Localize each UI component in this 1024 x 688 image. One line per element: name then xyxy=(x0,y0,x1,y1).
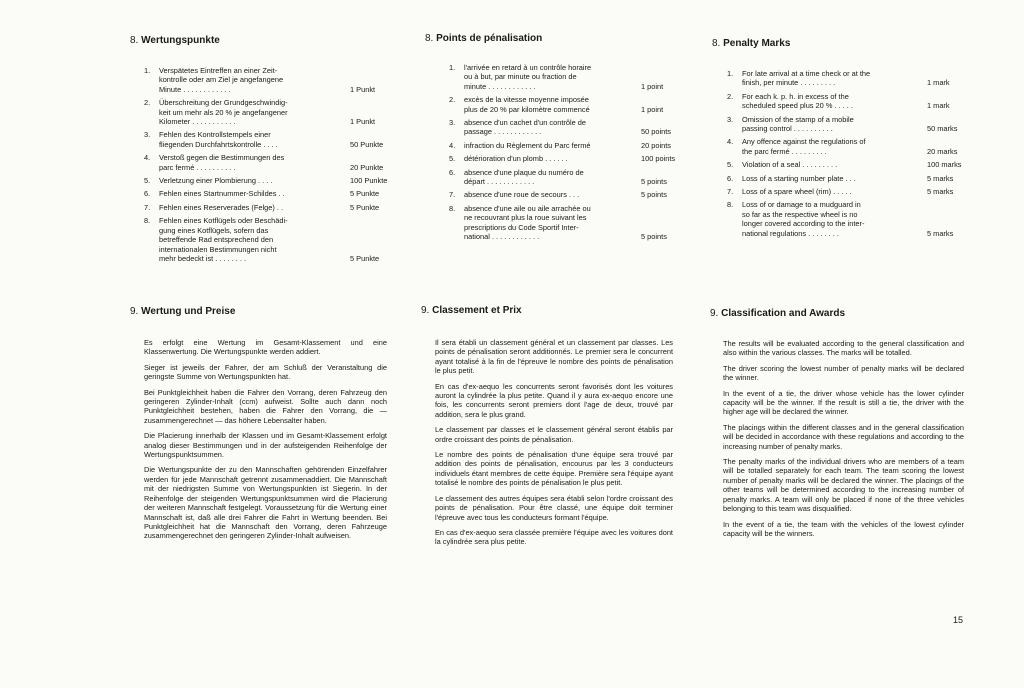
paragraph: The results will be evaluated according to the general classification and also within the various classes. The marks will be totalled. xyxy=(723,339,964,358)
section-heading xyxy=(712,38,972,50)
penalty-item-points: 5 marks xyxy=(927,173,954,183)
penalty-item-number: 8. xyxy=(727,200,734,210)
section-heading xyxy=(130,306,392,318)
section-body xyxy=(723,339,964,538)
section-number: 8. xyxy=(130,35,139,46)
page-number: 15 xyxy=(953,615,964,625)
penalty-item-number: 2. xyxy=(144,98,151,108)
section-heading xyxy=(130,35,395,47)
penalty-item-number: 4. xyxy=(144,153,151,163)
penalty-item-points: 5 Punkte xyxy=(350,189,380,199)
penalty-item xyxy=(449,63,679,91)
penalty-item-text: infraction du Règlement du Parc fermé xyxy=(464,140,591,150)
penalty-item-text: Fehlen des Kontrollstempels einer fliegenden Durchfahrtskontrolle . . . . xyxy=(159,130,278,149)
penalty-item-points: 5 points xyxy=(641,190,667,200)
penalty-item-text: absence d'une roue de secours . . . xyxy=(464,190,580,200)
paragraph: Es erfolgt eine Wertung im Gesamt-Klassement und eine Klassenwertung. Die Wertungspunkte werden addiert. xyxy=(144,338,387,357)
penalty-item-text: Verspätetes Eintreffen an einer Zeit- kontrolle oder am Ziel je angefangene Minute . . . . . . . . . . . . xyxy=(159,66,284,94)
section-penalty-german xyxy=(130,35,395,267)
penalty-item-number: 7. xyxy=(727,187,734,197)
section-heading xyxy=(421,305,679,317)
section-title: Wertung und Preise xyxy=(141,306,236,317)
paragraph: The penalty marks of the individual drivers who are members of a team will be totalled separately for each team. The team scoring the lowest number of penalty marks will be declared the winner. The placings of the other teams will be determined according to the increasing number of penalty marks. A team will only be placed if none of the three vehicles belonging to this team was disqualified. xyxy=(723,457,964,514)
penalty-item-number: 5. xyxy=(727,160,734,170)
penalty-item-points: 5 points xyxy=(641,232,667,242)
penalty-item-number: 4. xyxy=(449,140,456,150)
paragraph: En cas d'ex-aequo sera classée première l'équipe avec les voitures dont la cylindrée sera plus petite. xyxy=(435,527,673,547)
penalty-item xyxy=(144,189,394,198)
penalty-item-points: 100 marks xyxy=(927,160,962,170)
penalty-item-number: 8. xyxy=(449,203,456,213)
penalty-item-number: 6. xyxy=(727,173,734,183)
penalty-item-points: 100 points xyxy=(641,154,676,164)
paragraph: The driver scoring the lowest number of penalty marks will be declared the winner. xyxy=(723,363,964,383)
penalty-item-number: 2. xyxy=(449,95,456,105)
penalty-item-number: 3. xyxy=(727,114,734,124)
penalty-item-points: 20 marks xyxy=(927,146,958,156)
penalty-item-number: 1. xyxy=(449,63,456,72)
section-penalty-french xyxy=(425,33,680,246)
penalty-item-text: excès de la vitesse moyenne imposée plus de 20 % par kilomètre commencé xyxy=(464,95,590,114)
penalty-item xyxy=(144,216,394,263)
penalty-item xyxy=(449,118,679,137)
penalty-item-number: 5. xyxy=(144,176,151,186)
paragraph: Die Wertungspunkte der zu den Mannschaften gehörenden Einzelfahrer werden für jede Mannschaft getrennt zusammenaddiert. Die Mannschaft mit der niedrigsten Summe von Wertungspunkten ist Siegerin. In der Reihenfolge der steigenden Wertungspunktsummen wird die Placierung der weiteren Mannschaft festgelegt. Voraussetzung für die Wertung einer Mannschaft ist, daß alle drei Fahrer die Fahrt in Wertung beenden. Bei Punktgleichheit hat die Mannschaft den Vorrang, deren Fahrzeuge zusammengerechnet den geringeren Zylinder-Inhalt aufweisen. xyxy=(144,465,387,541)
penalty-item-text: For late arrival at a time check or at the finish, per minute . . . . . . . . . xyxy=(742,69,871,88)
penalty-item-number: 3. xyxy=(144,130,151,140)
penalty-item-points: 5 points xyxy=(641,177,667,187)
penalty-item xyxy=(144,66,394,94)
penalty-item-number: 1. xyxy=(727,69,734,78)
penalty-item-points: 5 Punkte xyxy=(350,202,380,212)
penalty-item-text: Überschreitung der Grundgeschwindig- keit um mehr als 20 % je angefangener Kilometer . . . . . . . . . . . xyxy=(159,98,288,127)
penalty-item-text: Violation of a seal . . . . . . . . . xyxy=(742,160,838,170)
penalty-item xyxy=(449,141,679,150)
section-heading xyxy=(710,308,970,320)
penalty-item-points: 5 marks xyxy=(927,228,954,238)
penalty-item-points: 5 marks xyxy=(927,187,954,197)
penalty-item-points: 50 Punkte xyxy=(350,139,384,149)
penalty-item xyxy=(449,95,679,114)
section-title: Wertungspunkte xyxy=(141,35,220,46)
section-title: Classement et Prix xyxy=(432,305,522,316)
paragraph: Le classement des autres équipes sera établi selon l'ordre croissant des points de pénalisation. Pour être classé, une équipe doit terminer l'épreuve avec tous les conducteurs formant l'équipe. xyxy=(435,493,673,522)
penalty-item xyxy=(727,69,972,88)
penalty-list xyxy=(449,63,679,242)
penalty-item-points: 1 mark xyxy=(927,101,950,111)
section-body xyxy=(144,338,387,541)
paragraph: The placings within the different classes and in the general classification will be decided in accordance with these regulations and according to the increasing number of penalty marks. xyxy=(723,422,964,451)
penalty-item-text: Loss of a starting number plate . . . xyxy=(742,173,856,183)
penalty-item-text: Fehlen eines Reserverades (Felge) . . xyxy=(159,202,284,212)
penalty-item xyxy=(144,153,394,172)
section-title: Penalty Marks xyxy=(723,38,791,49)
section-number: 9. xyxy=(710,308,719,319)
penalty-item-points: 5 Punkte xyxy=(350,253,380,263)
section-number: 8. xyxy=(425,33,434,44)
penalty-list xyxy=(144,66,394,263)
penalty-item-points: 1 Punkt xyxy=(350,84,376,94)
section-number: 8. xyxy=(712,38,721,49)
penalty-item-points: 20 Punkte xyxy=(350,162,384,172)
section-number: 9. xyxy=(421,305,430,316)
penalty-item-text: For each k. p. h. in excess of the scheduled speed plus 20 % . . . . . xyxy=(742,91,853,111)
penalty-item-number: 6. xyxy=(144,189,151,199)
penalty-item-points: 20 points xyxy=(641,140,671,150)
penalty-item xyxy=(449,190,679,199)
penalty-item-points: 1 point xyxy=(641,104,664,114)
penalty-item xyxy=(727,137,972,156)
penalty-item-number: 7. xyxy=(144,202,151,212)
penalty-item-text: Loss of a spare wheel (rim) . . . . . xyxy=(742,187,852,197)
penalty-item-text: Any offence against the regulations of the parc fermé . . . . . . . . . xyxy=(742,137,866,156)
penalty-item-text: Verletzung einer Plombierung . . . . xyxy=(159,176,273,186)
penalty-item xyxy=(727,187,972,196)
penalty-item xyxy=(449,204,679,242)
paragraph: Le nombre des points de pénalisation d'une équipe sera trouvé par addition des points de pénalisation, encourus par les 3 conducteurs individuels étant membres de cette équipe. Première sera l'équipe ayant totalisé le nombre des points de pénalisation le plus petit. xyxy=(435,450,673,488)
penalty-item xyxy=(144,203,394,212)
paragraph: Sieger ist jeweils der Fahrer, der am Schluß der Veranstaltung die geringste Summe von Wertungspunkten hat. xyxy=(144,362,387,382)
paragraph: In the event of a tie, the driver whose vehicle has the lower cylinder capacity will be the winner. If the result is still a tie, the driver with the higher age will be declared the winner. xyxy=(723,388,964,417)
penalty-item-number: 2. xyxy=(727,91,734,101)
penalty-item-text: absence d'une plaque du numéro de départ . . . . . . . . . . . . xyxy=(464,167,584,187)
paragraph: In the event of a tie, the team with the vehicles of the lowest cylinder capacity will be the winners. xyxy=(723,519,964,538)
penalty-item-points: 50 marks xyxy=(927,124,958,134)
penalty-item-number: 3. xyxy=(449,118,456,128)
penalty-item-number: 6. xyxy=(449,167,456,177)
section-classification-french xyxy=(421,305,679,553)
penalty-item xyxy=(449,154,679,163)
section-number: 9. xyxy=(130,306,139,317)
penalty-item-text: Fehlen eines Kotflügels oder Beschädi- gung eines Kotflügels, sofern das betreffende Rad entsprechend den internationalen Bestimmungen nicht mehr bedeckt ist . . . . . . . . xyxy=(159,216,288,263)
penalty-item xyxy=(449,168,679,187)
penalty-item xyxy=(144,98,394,126)
section-classification-german xyxy=(130,306,392,547)
penalty-item-points: 1 Punkt xyxy=(350,117,376,127)
penalty-item-text: Omission of the stamp of a mobile passing control . . . . . . . . . . xyxy=(742,114,854,134)
section-title: Points de pénalisation xyxy=(436,33,543,44)
penalty-item-points: 100 Punkte xyxy=(350,176,388,186)
paragraph: En cas d'ex-aequo les concurrents seront favorisés dont les voitures auront la cylindrée la plus petite. Quand il y aura ex-aequo encore une fois, les concurrents seront premiers dont l'age de deux, trouvé par addition, sera le plus grand. xyxy=(435,381,673,419)
penalty-item-points: 50 points xyxy=(641,127,671,137)
penalty-item-number: 5. xyxy=(449,154,456,164)
section-heading xyxy=(425,33,680,45)
penalty-item xyxy=(727,174,972,183)
penalty-item-text: Verstoß gegen die Bestimmungen des parc fermé . . . . . . . . . . xyxy=(159,153,285,172)
penalty-item-text: détérioration d'un plomb . . . . . . xyxy=(464,154,568,164)
paragraph: Bei Punktgleichheit haben die Fahrer den Vorrang, deren Fahrzeug den geringeren Zylinder-Inhalt (ccm) aufweist. Sollte auch dann noch Punktgleichheit bestehen, haben die Fahrer den Vorrang, die — zusammengerechnet — das höhere Lebensalter haben. xyxy=(144,387,387,425)
penalty-item-text: Loss of or damage to a mudguard in so far as the respective wheel is no longer covered according to the inter- national regulations . . . . . . . . xyxy=(742,200,865,238)
penalty-item-number: 8. xyxy=(144,216,151,226)
section-penalty-english xyxy=(712,38,972,242)
penalty-item-points: 1 mark xyxy=(927,78,950,88)
paragraph: Die Placierung innerhalb der Klassen und im Gesamt-Klassement erfolgt analog dieser Bestimmungen und in der aufsteigenden Reihenfolge der Wertungspunktsummen. xyxy=(144,431,387,460)
penalty-item xyxy=(144,130,394,149)
section-title: Classification and Awards xyxy=(721,308,846,319)
penalty-item xyxy=(144,176,394,185)
penalty-item-number: 1. xyxy=(144,66,151,75)
section-classification-english xyxy=(710,308,970,544)
paragraph: Le classement par classes et le classement général seront établis par ordre croissant des points de pénalisation. xyxy=(435,425,673,444)
penalty-item-number: 4. xyxy=(727,137,734,147)
paragraph: Il sera établi un classement général et un classement par classes. Les points de pénalisation seront additionnés. Le premier sera le concurrent ayant totalisé à la fin de l'épreuve le nombre des points de pénalisation le plus petit. xyxy=(435,338,673,376)
penalty-item-text: absence d'une aile ou aile arrachée ou ne recouvrant plus la roue suivant les prescriptions du Code Sportif Inter- national . . . . . . . . . . . . xyxy=(464,203,591,242)
penalty-item-text: Fehlen eines Startnummer-Schildes . . xyxy=(159,189,285,199)
penalty-item xyxy=(727,115,972,134)
penalty-item-text: l'arrivée en retard à un contrôle horaire ou à but, par minute ou fraction de minute . . . . . . . . . . . . xyxy=(464,63,592,91)
penalty-item-points: 1 point xyxy=(641,81,664,91)
penalty-item-text: absence d'un cachet d'un contrôle de passage . . . . . . . . . . . . xyxy=(464,118,586,137)
penalty-item xyxy=(727,92,972,111)
penalty-item xyxy=(727,200,972,238)
section-body xyxy=(435,338,673,547)
penalty-item xyxy=(727,160,972,169)
penalty-list xyxy=(727,69,972,238)
penalty-item-number: 7. xyxy=(449,190,456,200)
